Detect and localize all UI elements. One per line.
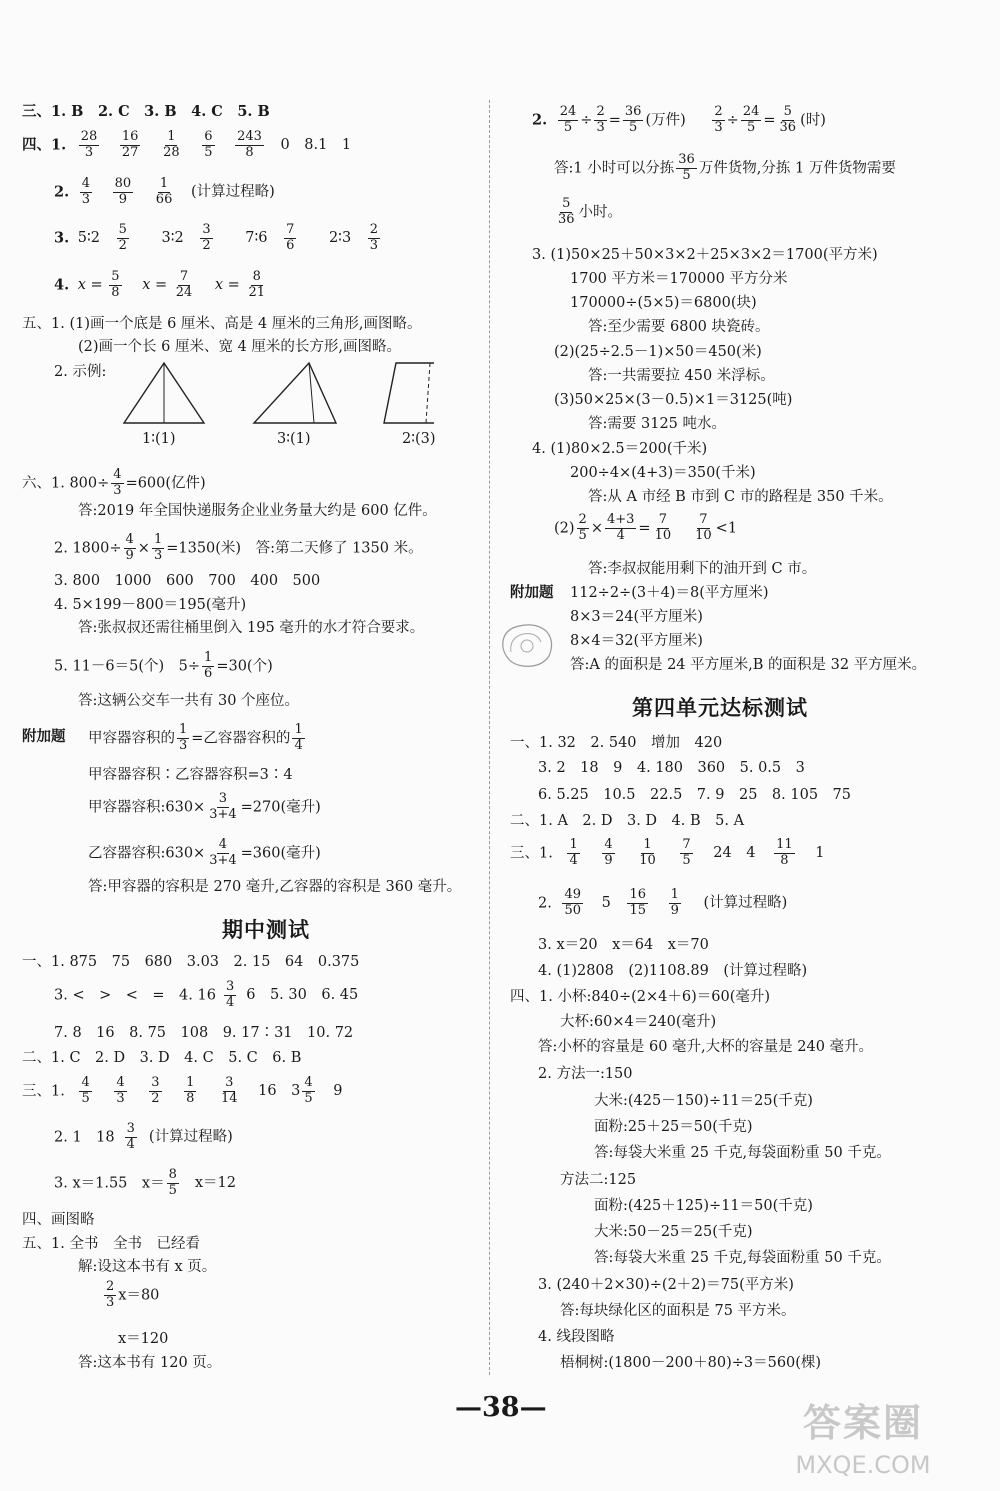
- midterm-4: 四、画图略: [22, 1212, 95, 1228]
- bonus-label: 附加题: [22, 728, 66, 745]
- u4-4-q4-trees: 梧桐树:(1800－200＋80)÷3＝560(棵): [560, 1355, 822, 1371]
- fraction: $\frac{2}{3}$: [369, 222, 379, 253]
- fraction: $\frac{3}{4}$: [126, 1121, 135, 1152]
- fraction: $\frac{4+3}{4}$: [606, 512, 635, 543]
- fraction: $\frac{1}{8}$: [186, 1075, 195, 1106]
- fraction: $\frac{7}{5}$: [682, 837, 691, 868]
- fraction: $\frac{2}{3}$: [714, 104, 723, 135]
- section-4-q2: 2. $\frac{4}{3}$ $\frac{80}{9}$ $\frac{1}{66}$ (计算过程略): [54, 176, 275, 207]
- fraction: $\frac{2}{3}$: [106, 1279, 115, 1310]
- bonus-answer: 答:甲容器的容积是 270 毫升,乙容器的容积是 360 毫升。: [88, 879, 462, 895]
- r-q4-2: 200÷4×(4+3)＝350(千米): [570, 465, 756, 481]
- fraction: $\frac{6}{5}$: [204, 129, 213, 160]
- midterm-3-q2: 2. 1 18 $\frac{3}{4}$ (计算过程略): [54, 1121, 233, 1152]
- fraction: $\frac{5}{2}$: [118, 222, 127, 253]
- r-bonus-4: 答:A 的面积是 24 平方厘米,B 的面积是 32 平方厘米。: [570, 657, 927, 673]
- triangle-2: [254, 363, 336, 423]
- fraction: $\frac{1}{3}$: [153, 532, 163, 563]
- fraction: $\frac{2}{5}$: [578, 512, 587, 543]
- u4-3-q2: 2. $\frac{49}{50}$ 5 $\frac{16}{15}$ $\frac{1}{9}$ (计算过程略): [538, 887, 788, 918]
- unit4-title: 第四单元达标测试: [632, 695, 808, 720]
- u4-4-q1-answer: 答:小杯的容量是 60 毫升,大杯的容量是 240 毫升。: [538, 1039, 874, 1055]
- shape-label-3: 2∶(3): [402, 431, 436, 447]
- fraction: $\frac{1}{6}$: [204, 650, 213, 681]
- u4-4-q2-answer2: 答:每袋大米重 25 千克,每袋面粉重 50 千克。: [594, 1250, 891, 1266]
- fraction: $\frac{16}{27}$: [121, 129, 139, 160]
- watermark-url: MXQE.COM: [795, 1451, 931, 1479]
- fraction: $\frac{1}{28}$: [163, 129, 180, 160]
- section-6-q4: 4. 5×199－800＝195(毫升): [54, 597, 247, 613]
- fraction: $\frac{3}{14}$: [221, 1075, 238, 1106]
- fraction: $\frac{36}{5}$: [678, 152, 695, 183]
- page-number: —38—: [455, 1392, 547, 1423]
- u4-4-q2-flour: 面粉:25＋25＝50(千克): [594, 1119, 753, 1135]
- fraction: $\frac{7}{10}$: [654, 512, 672, 543]
- section-6-q2: 2. 1800÷ $\frac{4}{9}$ × $\frac{1}{3}$ =1350(米) 答:第二天修了 1350 米。: [54, 532, 423, 563]
- section-6-q1-answer: 答:2019 年全国快递服务企业业务量大约是 600 亿件。: [78, 503, 437, 519]
- fraction: $\frac{3}{3+4}$: [209, 791, 237, 822]
- r-bonus-3: 8×4＝32(平方厘米): [570, 633, 703, 649]
- u4-4-q2-flour2: 面粉:(425＋125)÷11＝50(千克): [594, 1198, 813, 1214]
- r-q3-8: 答:需要 3125 吨水。: [588, 416, 727, 432]
- midterm-1c: 7. 8 16 8. 75 108 9. 17∶31 10. 72: [54, 1025, 354, 1041]
- fraction: $\frac{3}{2}$: [202, 222, 211, 253]
- section-5-q2: 2. 示例:: [54, 364, 107, 380]
- r-q3-6: 答:一共需要拉 450 米浮标。: [588, 368, 775, 384]
- fraction: $\frac{16}{15}$: [629, 887, 646, 918]
- midterm-1a: 一、1. 875 75 680 3.03 2. 15 64 0.375: [22, 954, 360, 970]
- fraction: $\frac{4}{3+4}$: [209, 837, 237, 868]
- fraction: $\frac{11}{8}$: [776, 837, 793, 868]
- fraction: $\frac{4}{5}$: [81, 1075, 90, 1106]
- u4-4-q2-method2: 方法二:125: [560, 1172, 637, 1188]
- r-q4-5: 答:李叔叔能用剩下的油开到 C 市。: [588, 561, 817, 577]
- fraction: $\frac{1}{4}$: [294, 722, 303, 753]
- u4-4-q3: 3. (240＋2×30)÷(2＋2)＝75(平方米): [538, 1277, 794, 1293]
- bonus-line-1: 甲容器容积的 $\frac{1}{3}$ =乙容器容积的 $\frac{1}{4}$: [88, 722, 303, 753]
- trapezoid-dashed-line: [426, 363, 430, 423]
- midterm-1b: 3. < > < = 4. 16 $\frac{3}{4}$ 6 5. 30 6. 45: [54, 979, 359, 1010]
- section-5-q1b: (2)画一个长 6 厘米、宽 4 厘米的长方形,画图略。: [78, 339, 402, 355]
- fraction: $\frac{4}{3}$: [81, 176, 91, 207]
- u4-4-q4: 4. 线段图略: [538, 1329, 615, 1345]
- fraction: $\frac{28}{3}$: [80, 129, 98, 160]
- fraction: $\frac{4}{9}$: [125, 532, 134, 563]
- fraction: $\frac{4}{9}$: [604, 837, 613, 868]
- r-q4-1: 4. (1)80×2.5＝200(千米): [532, 441, 708, 457]
- r-q2-answer: 答:1 小时可以分拣 $\frac{36}{5}$ 万件货物,分拣 1 万件货物需要: [554, 152, 896, 183]
- fraction: $\frac{24}{5}$: [559, 104, 577, 135]
- midterm-3-q1: 三、1. $\frac{4}{5}$ $\frac{4}{3}$ $\frac{3}{2}$ $\frac{1}{8}$ $\frac{3}{14}$ 16 3 $\frac{4}{5}$ 9: [22, 1075, 343, 1106]
- fraction: $\frac{5}{8}$: [111, 269, 120, 300]
- r-bonus-label: 附加题: [510, 584, 554, 601]
- r-q2-answer-2: $\frac{5}{36}$ 小时。: [558, 196, 623, 227]
- midterm-5-q1: 五、1. 全书 全书 已经看: [22, 1236, 200, 1252]
- section-6-q5: 5. 11－6＝5(个) 5÷ $\frac{1}{6}$ =30(个): [54, 650, 273, 681]
- column-divider: [489, 100, 490, 1375]
- u4-4-q2-answer: 答:每袋大米重 25 千克,每袋面粉重 50 千克。: [594, 1145, 891, 1161]
- fraction: $\frac{5}{36}$: [558, 196, 575, 227]
- watermark: [748, 1392, 978, 1482]
- section-3-answers: 三、1. B 2. C 3. B 4. C 5. B: [22, 103, 270, 120]
- u4-4-q2-rice2: 大米:50－25＝25(千克): [594, 1224, 753, 1240]
- midterm-3-q3: 3. x＝1.55 x＝ $\frac{8}{5}$ x＝12: [54, 1167, 237, 1198]
- section-4-q4: 4. x = $\frac{5}{8}$ x = $\frac{7}{24}$ x = $\frac{8}{21}$: [54, 269, 265, 300]
- fraction: $\frac{80}{9}$: [114, 176, 132, 207]
- r-q3-1: 3. (1)50×25＋50×3×2＋25×3×2＝1700(平方米): [532, 247, 878, 263]
- fraction: $\frac{7}{6}$: [286, 222, 295, 253]
- u4-4-q3-answer: 答:每块绿化区的面积是 75 平方米。: [560, 1303, 796, 1319]
- section-6-q1: 六、1. 800÷ $\frac{4}{3}$ =600(亿件): [22, 467, 206, 498]
- midterm-title: 期中测试: [222, 917, 310, 942]
- section-4-q1: 四、1. $\frac{28}{3}$ $\frac{16}{27}$ $\frac{1}{28}$ $\frac{6}{5}$ $\frac{243}{8}$ 0 8.1 1: [22, 129, 352, 160]
- fraction: $\frac{3}{2}$: [151, 1075, 160, 1106]
- fraction: $\frac{1}{10}$: [639, 837, 656, 868]
- midterm-5-eq: $\frac{2}{3}$ x＝80: [106, 1279, 160, 1310]
- midterm-5-solve: 解:设这本书有 x 页。: [78, 1259, 217, 1275]
- fraction: $\frac{36}{5}$: [624, 104, 642, 135]
- fraction: $\frac{2}{3}$: [596, 104, 605, 135]
- r-bonus-1: 112÷2÷(3＋4)＝8(平方厘米): [570, 585, 769, 601]
- midterm-5-answer: 答:这本书有 120 页。: [78, 1355, 222, 1371]
- shape-label-2: 3∶(1): [277, 431, 311, 447]
- fraction: $\frac{3}{4}$: [225, 979, 235, 1010]
- fraction: $\frac{243}{8}$: [237, 129, 262, 160]
- r-q3-2: 1700 平方米＝170000 平方分米: [570, 271, 788, 287]
- fraction: $\frac{4}{5}$: [304, 1075, 313, 1106]
- fraction: $\frac{1}{3}$: [179, 722, 188, 753]
- u4-4-q2: 2. 方法一:150: [538, 1066, 633, 1082]
- u4-3-q3: 3. x＝20 x＝64 x＝70: [538, 937, 709, 953]
- r-q4-4: (2) $\frac{2}{5}$ × $\frac{4+3}{4}$ = $\frac{7}{10}$ $\frac{7}{10}$ <1: [554, 512, 738, 543]
- u4-4-q1b: 大杯:60×4＝240(毫升): [560, 1014, 717, 1030]
- fraction: $\frac{8}{21}$: [248, 269, 265, 300]
- midterm-2: 二、1. C 2. D 3. D 4. C 5. C 6. B: [22, 1050, 302, 1066]
- fraction: $\frac{1}{9}$: [670, 887, 679, 918]
- r-q3-5: (2)(25÷2.5－1)×50＝450(米): [554, 344, 762, 360]
- u4-1a: 一、1. 32 2. 540 增加 420: [510, 735, 723, 751]
- fraction: $\frac{1}{66}$: [155, 176, 173, 207]
- shape-label-1: 1∶(1): [142, 431, 176, 447]
- r-q3-7: (3)50×25×(3－0.5)×1＝3125(吨): [554, 392, 793, 408]
- bonus-line-2: 甲容器容积∶乙容器容积=3∶4: [88, 767, 293, 783]
- r-q3-4: 答:至少需要 6800 块瓷砖。: [588, 319, 770, 335]
- r-q4-3: 答:从 A 市经 B 市到 C 市的路程是 350 千米。: [588, 489, 893, 505]
- watermark-logo: 答案圈: [802, 1401, 923, 1445]
- fraction: $\frac{8}{5}$: [168, 1167, 177, 1198]
- fraction: $\frac{5}{36}$: [779, 104, 797, 135]
- u4-4-q1: 四、1. 小杯:840÷(2×4＋6)＝60(毫升): [510, 989, 771, 1005]
- u4-4-q2-rice: 大米:(425－150)÷11＝25(千克): [594, 1093, 813, 1109]
- u4-1b: 3. 2 18 9 4. 180 360 5. 0.5 3: [538, 760, 805, 776]
- fraction: $\frac{4}{3}$: [116, 1075, 125, 1106]
- midterm-5-result: x＝120: [118, 1331, 169, 1347]
- fraction: $\frac{7}{10}$: [695, 512, 712, 543]
- fraction: $\frac{24}{5}$: [742, 104, 760, 135]
- u4-1c: 6. 5.25 10.5 22.5 7. 9 25 8. 105 75: [538, 787, 851, 803]
- r-q3-3: 170000÷(5×5)＝6800(块): [570, 295, 757, 311]
- bonus-line-3: 甲容器容积:630× $\frac{3}{3+4}$ =270(毫升): [88, 791, 321, 822]
- section-6-q5-answer: 答:这辆公交车一共有 30 个座位。: [78, 693, 300, 709]
- fraction: $\frac{49}{50}$: [564, 887, 581, 918]
- u4-3-q4: 4. (1)2808 (2)1108.89 (计算过程略): [538, 963, 808, 979]
- u4-3-q1: 三、1. $\frac{1}{4}$ $\frac{4}{9}$ $\frac{1}{10}$ $\frac{7}{5}$ 24 4 $\frac{11}{8}$ 1: [510, 837, 825, 868]
- r-q2: 2. $\frac{24}{5}$ ÷ $\frac{2}{3}$ = $\frac{36}{5}$ (万件) $\frac{2}{3}$ ÷ $\frac{24}{5}$ = $\frac{5}{36}$ (时): [532, 104, 826, 135]
- section-6-q4-answer: 答:张叔叔还需往桶里倒入 195 毫升的水才符合要求。: [78, 620, 425, 636]
- bonus-line-4: 乙容器容积:630× $\frac{4}{3+4}$ =360(毫升): [88, 837, 321, 868]
- section-4-q3: 3. 5∶2 $\frac{5}{2}$ 3∶2 $\frac{3}{2}$ 7∶6 $\frac{7}{6}$ 2∶3 $\frac{2}{3}$: [54, 222, 379, 253]
- section-6-q3: 3. 800 1000 600 700 400 500: [54, 573, 321, 589]
- fraction: $\frac{1}{4}$: [569, 837, 578, 868]
- fraction: $\frac{4}{3}$: [113, 467, 122, 498]
- stamp-logo: [497, 618, 557, 673]
- u4-2: 二、1. A 2. D 3. D 4. B 5. A: [510, 813, 745, 829]
- section-5-q1a: 五、1. (1)画一个底是 6 厘米、高是 4 厘米的三角形,画图略。: [22, 316, 422, 332]
- r-bonus-2: 8×3＝24(平方厘米): [570, 609, 703, 625]
- fraction: $\frac{7}{24}$: [175, 269, 193, 300]
